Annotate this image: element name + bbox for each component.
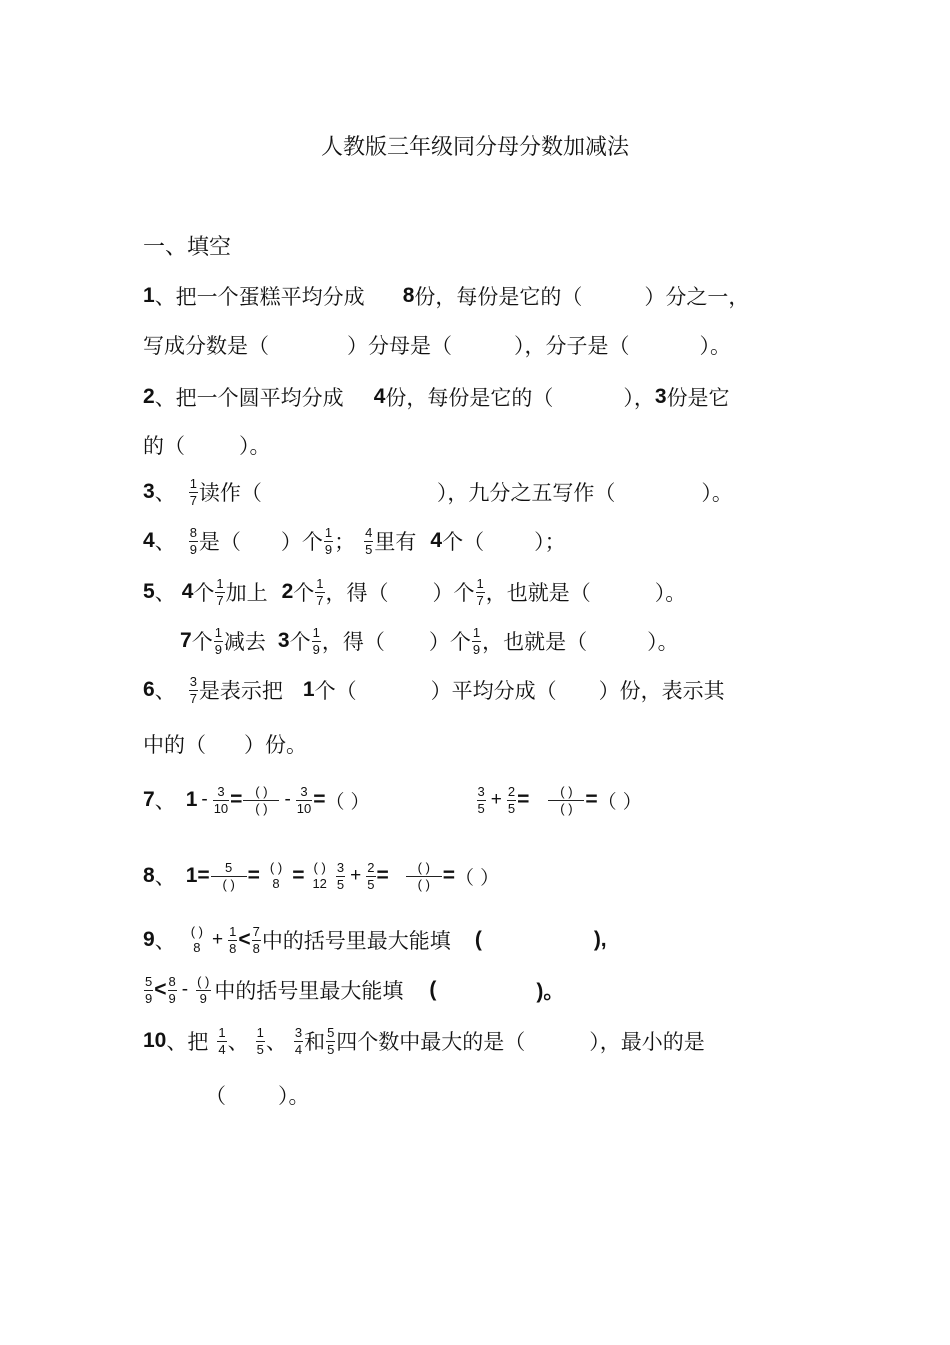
- fraction: $\frac{5}{5}$: [327, 1024, 335, 1057]
- fraction: $\frac{5}{9}$: [145, 973, 153, 1006]
- fraction-blank[interactable]: ( ) 8: [269, 860, 283, 891]
- fraction-blank[interactable]: $\frac{( )}{9}$: [197, 973, 210, 1006]
- fraction-blank[interactable]: ( ) 8: [190, 924, 203, 955]
- fraction: $\frac{2}{5}$: [367, 859, 375, 892]
- fraction: $\frac{3}{5}$: [477, 783, 485, 816]
- question-6-cont: 中的（ ）份。: [143, 733, 307, 757]
- fraction-blank[interactable]: $\frac{( )}{( )}$: [406, 860, 442, 893]
- question-2: 2 、把一个圆平均分成 4 份，每份是它的（ ）， 3 份是它: [143, 385, 730, 410]
- fraction: $\frac{1}{4}$: [218, 1024, 226, 1057]
- fraction: $\frac{1}{8}$: [229, 923, 237, 956]
- answer-blank[interactable]: （ ）: [597, 790, 642, 813]
- question-1: 1 、把一个蛋糕平均分成 8 份，每份是它的（ ）分之一，: [143, 284, 750, 309]
- answer-blank[interactable]: （ ）: [455, 866, 500, 889]
- question-5: 5 、 4 个 $\frac{1}{7}$ 加上 2 个 $\frac{1}{7}$ ，得（ ）个 $\frac{1}{7}$ ，也就是（ ）。: [143, 575, 687, 608]
- fraction: $\frac{1}{7}$: [189, 475, 197, 508]
- fraction-blank[interactable]: $\frac{( )}{( )}$: [243, 784, 279, 817]
- section-heading: 一、填空: [143, 235, 232, 260]
- fraction: $\frac{1}{5}$: [256, 1024, 264, 1057]
- question-9-cont: $\frac{5}{9}$ < $\frac{8}{9}$ - $\frac{( )}{9}$ 中的括号里最大能填 ( )。: [145, 973, 565, 1006]
- fraction: $\frac{3}{10}$: [213, 783, 229, 816]
- fraction: $\frac{1}{9}$: [472, 624, 481, 657]
- question-3: 3 、 $\frac{1}{7}$ 读作（ ），九分之五写作（ ）。: [143, 475, 733, 508]
- fraction-blank[interactable]: $\frac{( )}{( )}$: [548, 784, 584, 817]
- question-2-cont: 的（ ）。: [143, 434, 271, 458]
- fraction: $\frac{3}{4}$: [294, 1024, 303, 1057]
- question-10: 10 、把 $\frac{1}{4}$ 、 $\frac{1}{5}$ 、 $\frac{3}{4}$ 和 $\frac{5}{5}$ 四个数中最大的是（ ），最小的是: [143, 1024, 705, 1057]
- question-7: 7 、 1 - $\frac{3}{10}$ = $\frac{( )}{( )}$ - $\frac{3}{10}$ = （ ） $\frac{3}{5}$ + $\frac{2}{5}$ = $\frac{( )}{( )}$ = （ ）: [143, 783, 642, 816]
- fraction: $\frac{1}{7}$: [476, 575, 484, 608]
- fraction: $\frac{3}{10}$: [296, 783, 312, 816]
- question-10-cont: （ ）。: [205, 1084, 310, 1108]
- fraction-blank[interactable]: $\frac{5}{( )}$: [211, 860, 247, 893]
- question-1-cont: 写成分数是（ ）分母是（ ），分子是（ ）。: [143, 334, 731, 358]
- question-5-cont: 7 个 $\frac{1}{9}$ 减去 3 个 $\frac{1}{9}$ ，得（ ）个 $\frac{1}{9}$ ，也就是（ ）。: [180, 624, 679, 657]
- fraction: $\frac{1}{9}$: [312, 624, 320, 657]
- fraction: $\frac{2}{5}$: [507, 783, 516, 816]
- question-9: 9 、 ( ) 8 + $\frac{1}{8}$ < $\frac{7}{8}$ 中的括号里最大能填 ( ),: [143, 923, 607, 956]
- fraction-blank[interactable]: ( ) 12: [312, 860, 327, 891]
- fraction: $\frac{7}{8}$: [252, 923, 260, 956]
- fraction: $\frac{1}{9}$: [324, 524, 333, 557]
- fraction: $\frac{1}{7}$: [216, 575, 224, 608]
- fraction: $\frac{3}{5}$: [336, 859, 345, 892]
- fraction: $\frac{4}{5}$: [365, 524, 373, 557]
- page-title: 人教版三年级同分母分数加减法: [320, 135, 629, 160]
- fraction: $\frac{1}{7}$: [316, 575, 324, 608]
- fraction: $\frac{3}{7}$: [189, 673, 197, 706]
- answer-blank[interactable]: （ ）: [325, 790, 370, 813]
- fraction: $\frac{8}{9}$: [168, 973, 176, 1006]
- question-6: 6 、 $\frac{3}{7}$ 是表示把 1 个（ ）平均分成（ ）份，表示其: [143, 673, 725, 706]
- question-8: 8 、 1= $\frac{5}{( )}$ = ( ) 8 = ( ) 12 $\frac{3}{5}$ + $\frac{2}{5}$ = $\frac{( )}{( )}$ = （ ）: [143, 859, 500, 892]
- question-4: 4 、 $\frac{8}{9}$ 是（ ）个 $\frac{1}{9}$ ； $\frac{4}{5}$ 里有 4 个（ ）；: [143, 524, 566, 557]
- fraction: $\frac{8}{9}$: [189, 524, 197, 557]
- fraction: $\frac{1}{9}$: [214, 624, 222, 657]
